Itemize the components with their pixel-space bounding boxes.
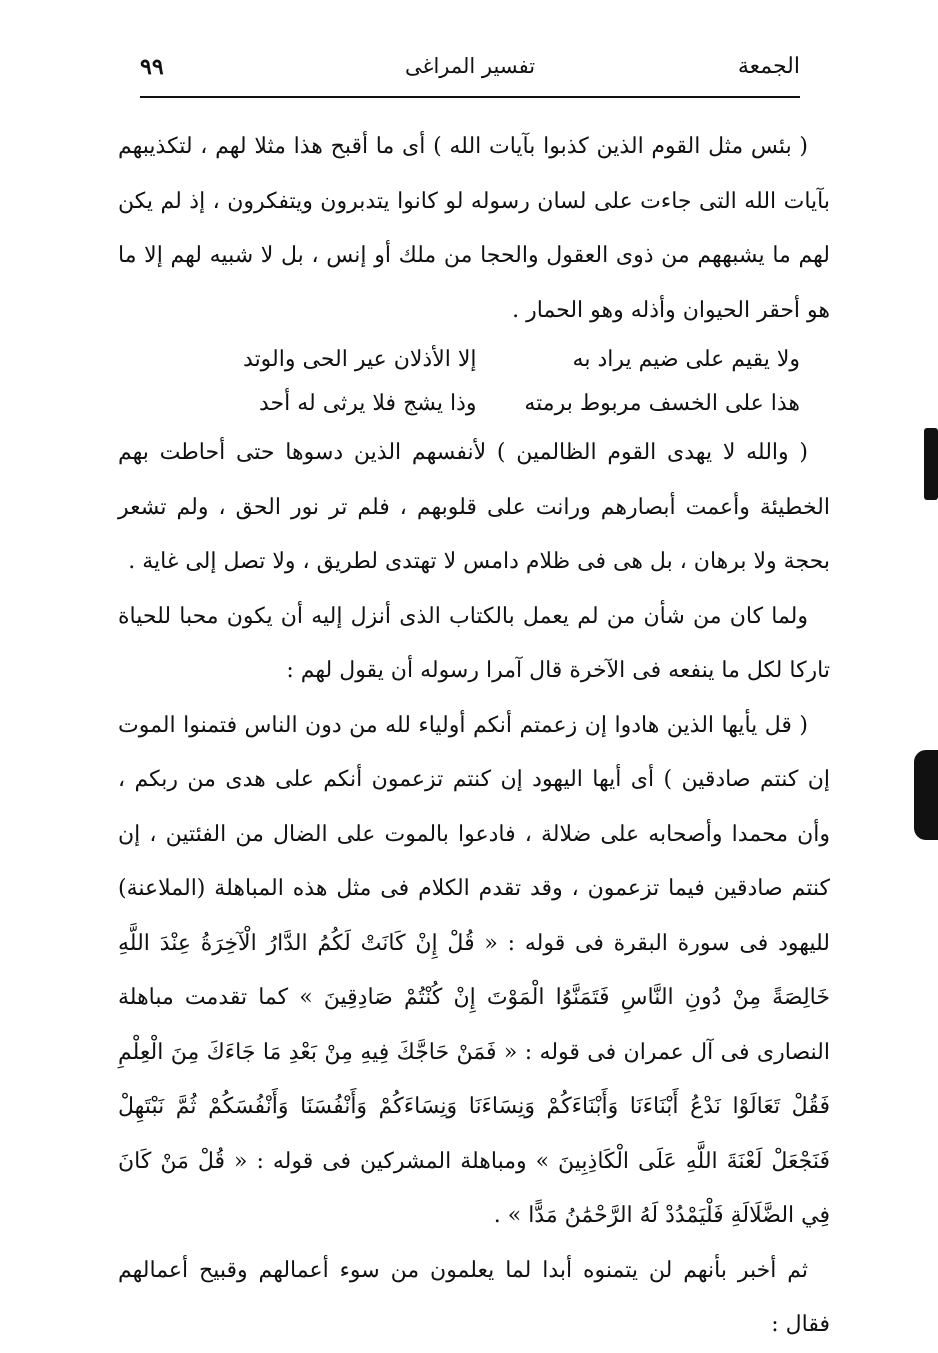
paragraph: ( قل يأيها الذين هادوا إن زعمتم أنكم أولياء لله من دون الناس فتمنوا الموت إن كنتم صادقين ) أى أيها اليهود إن كنتم تزعمون أنكم على هدى من ربكم ، وأن محمدا وأصحابه على ضلالة ، فادعوا بالموت على الضال من الفئتين ، إن كنتم صادقين فيما تزعمون ، وقد تقدم الكلام فى مثل هذه المباهلة (الملاعنة) لليهود فى سورة البقرة فى قوله : « قُلْ إِنْ كَانَتْ لَكُمُ الدَّارُ الْآخِرَةُ عِنْدَ اللَّهِ خَالِصَةً مِنْ دُونِ النَّاسِ فَتَمَنَّوُا الْمَوْتَ إِنْ كُنْتُمْ صَادِقِينَ » كما تقدمت مباهلة النصارى فى آل عمران فى قوله : « فَمَنْ حَاجَّكَ فِيهِ مِنْ بَعْدِ مَا جَاءَكَ مِنَ الْعِلْمِ فَقُلْ تَعَالَوْا نَدْعُ أَبْنَاءَنَا وَأَبْنَاءَكُمْ وَنِسَاءَنَا وَنِسَاءَكُمْ وَأَنْفُسَنَا وَأَنْفُسَكُمْ ثُمَّ نَبْتَهِلْ فَنَجْعَلْ لَعْنَةَ اللَّهِ عَلَى الْكَاذِبِينَ » ومباهلة المشركين فى قوله : « قُلْ مَنْ كَانَ فِي الضَّلَالَةِ فَلْيَمْدُدْ لَهُ الرَّحْمَٰنُ مَدًّا » . [118,712,830,1228]
surah-name: الجمعة [737,54,800,79]
header-rule [140,96,800,98]
scan-edge-mark [914,750,938,840]
verse-line [178,382,800,426]
verse-line [178,338,800,382]
verse-hemistich: إلا الأذلان عير الحى والوتد [243,347,477,372]
poetry-verse [118,338,830,426]
paragraph: ولما كان من شأن من لم يعمل بالكتاب الذى أنزل إليه أن يكون محبا للحياة تاركا لكل ما ينفعه فى الآخرة قال آمرا رسوله أن يقول لهم : [118,603,830,683]
verse-hemistich: هذا على الخسف مربوط برمته [524,391,800,416]
verse-hemistich: ولا يقيم على ضيم يراد به [572,347,800,372]
paragraph: ( والله لا يهدى القوم الظالمين ) لأنفسهم الذين دسوها حتى أحاطت بهم الخطيئة وأعمت أبصارهم ورانت على قلوبهم ، فلم تر نور الحق ، ولم تشعر بحجة ولا برهان ، بل هى فى ظلام دامس لا تهتدى لطريق ، ولا تصل إلى غاية . [118,440,830,574]
paragraph: ثم أخبر بأنهم لن يتمنوه أبدا لما يعلمون من سوء أعمالهم وقبيح أعمالهم فقال : [118,1257,830,1337]
page-body [118,120,830,1353]
page-header [140,48,800,94]
verse-hemistich: وذا يشج فلا يرثى له أحد [258,391,477,416]
paragraph: ( بئس مثل القوم الذين كذبوا بآيات الله ) أى ما أقبح هذا مثلا لهم ، لتكذيبهم بآيات الله التى جاءت على لسان رسوله لو كانوا يتدبرون ويتفكرون ، إذ لم يكن لهم ما يشبههم من ذوى العقول والحجا من ملك أو إنس ، بل لا شبيه لهم إلا ما هو أحقر الحيوان وأذله وهو الحمار . [118,134,830,323]
page-number: ٩٩ [140,54,164,80]
book-title: تفسير المراغى [404,54,536,78]
scan-edge-mark [924,428,938,500]
